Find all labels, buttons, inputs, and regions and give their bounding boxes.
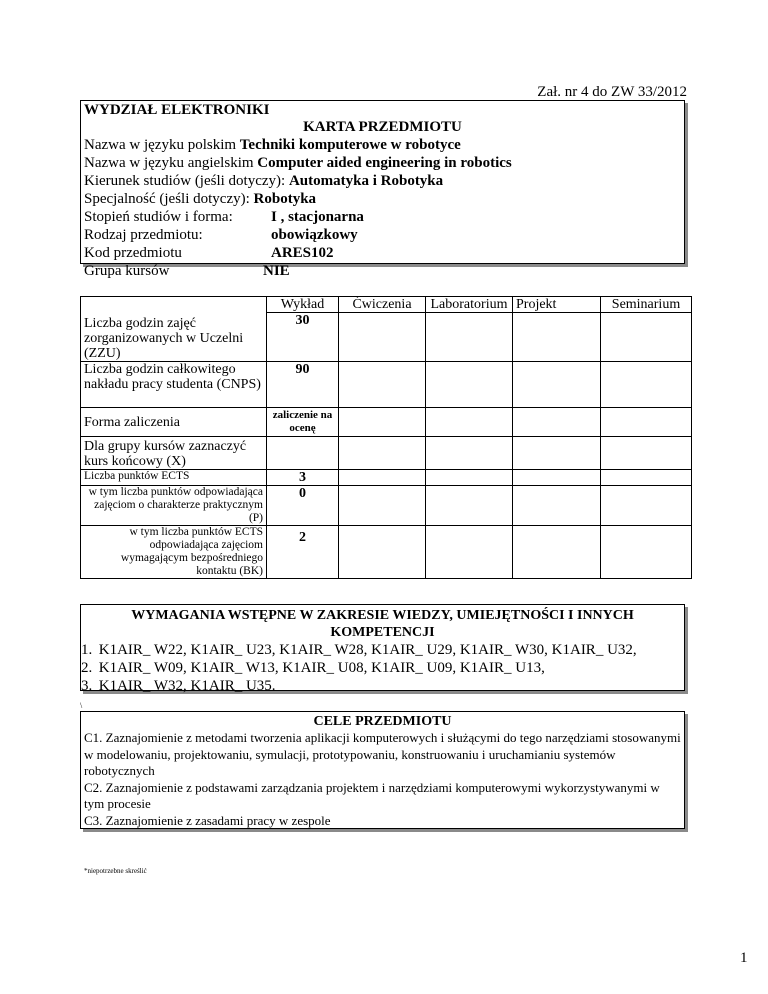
table-header-row [81,297,692,313]
table-row [81,437,692,470]
page-number: 1 [740,950,748,966]
goal-item: C2. Zaznajomienie z podstawami zarządzania projektem i narzędziami komputerowymi wykorzystywanymi w tym procesie [84,779,660,811]
field-code [84,244,334,263]
cell-practical-lecture: 0 [267,486,339,526]
cell [601,470,692,486]
field-value: Automatyka i Robotyka [288,173,444,189]
row-label-zzu: Liczba godzin zajęć zorganizowanych w Uczelni (ZZU) [81,297,267,362]
field-label: Kierunek studiów (jeśli dotyczy): [84,173,286,189]
cell [513,470,601,486]
field-degree [84,208,364,227]
item-number: 2. [81,660,93,676]
cell [426,486,513,526]
field-value: ARES102 [271,245,334,261]
table-row [81,362,692,408]
item-text: K1AIR_ W32, K1AIR_ U35. [98,678,276,694]
field-name-en [84,154,512,173]
field-name-pl [84,136,461,155]
cell [513,437,601,470]
field-value: NIE [263,263,290,279]
annex-note: Zał. nr 4 do ZW 33/2012 [537,84,687,100]
course-info-box [80,100,685,279]
footnote: *niepotrzebne skreślić [84,867,147,875]
cell [601,362,692,408]
cell [267,437,339,470]
field-label: Grupa kursów [84,263,170,279]
cell [339,526,426,579]
cell [426,313,513,362]
field-value: Robotyka [253,191,317,207]
cell-direct-contact-lecture: 2 [267,526,339,579]
cell [601,437,692,470]
cell-zzu-lecture: 30 [267,313,339,362]
row-label-final-course: Dla grupy kursów zaznaczyć kurs końcowy (X) [81,437,267,470]
item-number: 1. [81,642,93,658]
row-label-direct-contact: w tym liczba punktów ECTS odpowiadająca zajęciom wymagającym bezpośredniego kontaktu (BK) [81,526,267,579]
item-number: 3. [81,678,93,694]
table-row [81,408,692,437]
cell [513,313,601,362]
requirements-box [80,604,685,694]
cell [339,486,426,526]
cell [601,408,692,437]
card-title: KARTA PRZEDMIOTU [303,119,462,135]
field-type [84,226,358,245]
cell [339,470,426,486]
cell [513,362,601,408]
list-item [81,641,637,660]
cell [339,437,426,470]
field-group [84,262,290,281]
col-head-exercises: Ćwiczenia [339,297,426,313]
requirements-title: WYMAGANIA WSTĘPNE W ZAKRESIE WIEDZY, UMIEJĘTNOŚCI I INNYCH KOMPETENCJI [131,608,634,640]
cell [426,408,513,437]
cell [339,362,426,408]
faculty-name: WYDZIAŁ ELEKTRONIKI [84,102,270,118]
cell [426,470,513,486]
row-label-cnps: Liczba godzin całkowitego nakładu pracy studenta (CNPS) [81,362,267,408]
field-label: Stopień studiów i forma: [84,209,233,225]
cell [513,408,601,437]
row-label-form: Forma zaliczenia [81,408,267,437]
field-value: Techniki komputerowe w robotyce [239,137,461,153]
col-head-project: Projekt [513,297,601,313]
list-item [81,659,545,678]
table-row [81,470,692,486]
goal-item: C1. Zaznajomienie z metodami tworzenia aplikacji komputerowych i służącymi do tego narzędziami stosowanymi w modelowaniu, projektowaniu, symulacji, prototypowaniu, konstruowaniu i uruchamianiu systemów robotycznych [84,730,681,778]
cell [601,486,692,526]
item-text: K1AIR_ W22, K1AIR_ U23, K1AIR_ W28, K1AIR_ U29, K1AIR_ W30, K1AIR_ U32, [98,642,637,658]
field-direction [84,172,443,191]
field-label: Nazwa w języku polskim [84,137,237,153]
field-label: Kod przedmiotu [84,245,182,261]
col-head-seminar: Seminarium [601,297,692,313]
row-label-practical: w tym liczba punktów odpowiadająca zajęciom o charakterze praktycznym (P) [81,486,267,526]
table-row [81,526,692,579]
cell-ects-lecture: 3 [267,470,339,486]
field-label: Specjalność (jeśli dotyczy): [84,191,250,207]
cell [339,408,426,437]
field-value: I , stacjonarna [271,209,364,225]
table-row [81,486,692,526]
field-label: Rodzaj przedmiotu: [84,227,203,243]
cell [426,437,513,470]
goals-box [80,711,685,829]
col-head-laboratory: Laboratorium [426,297,513,313]
cell [513,486,601,526]
cell [601,313,692,362]
field-specialty [84,190,316,209]
cell [513,526,601,579]
field-value: obowiązkowy [271,227,358,243]
cell [426,526,513,579]
hours-table [80,296,692,579]
cell [601,526,692,579]
cell-cnps-lecture: 90 [267,362,339,408]
item-text: K1AIR_ W09, K1AIR_ W13, K1AIR_ U08, K1AIR_ U09, K1AIR_ U13, [98,660,545,676]
list-item [81,677,276,696]
cell [339,313,426,362]
field-label: Nazwa w języku angielskim [84,155,254,171]
cell-form-lecture: zaliczenie na ocenę [267,408,339,437]
row-label-ects: Liczba punktów ECTS [81,470,267,486]
goal-item: C3. Zaznajomienie z zasadami pracy w zespole [84,812,331,828]
col-head-lecture: Wykład [267,297,339,313]
field-value: Computer aided engineering in robotics [257,155,512,171]
goals-title: CELE PRZEDMIOTU [313,714,452,729]
cell [426,362,513,408]
stray-backslash: \ [80,701,83,710]
